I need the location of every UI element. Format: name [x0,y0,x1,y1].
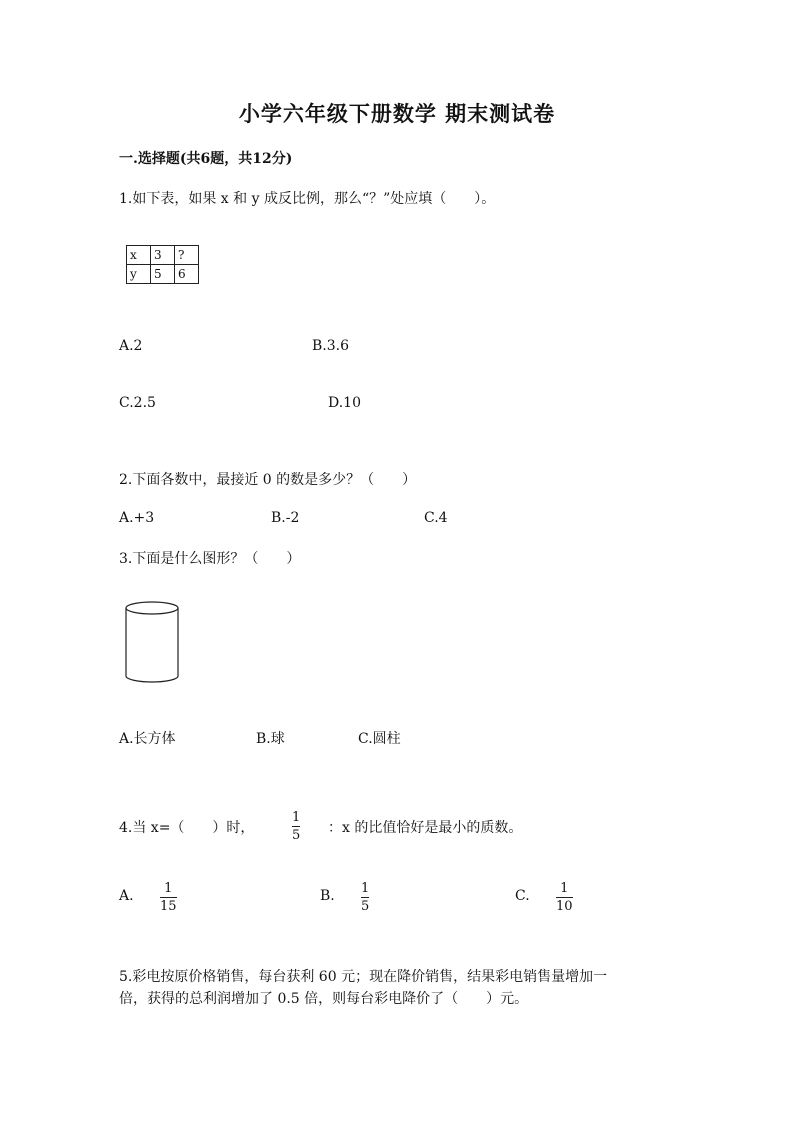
option-a: A.长方体 [119,731,176,747]
option-a-fraction [160,881,177,914]
table-row [127,246,199,265]
question-5-line-2: 倍，获得的总利润增加了 0.5 倍，则每台彩电降价了（ ）元。 [119,991,529,1007]
option-c: C.4 [424,510,448,526]
fraction-numerator: 1 [164,881,173,896]
option-b: B.球 [256,731,285,747]
option-a: A.+3 [119,510,155,526]
fraction-bar [292,826,300,827]
option-a: A.2 [119,338,143,354]
section-heading: 一.选择题(共6题，共12分) [119,151,293,167]
option-c-label: C. [515,888,530,904]
table-cell: y [127,265,151,284]
option-c-fraction [556,881,573,914]
option-c: C.圆柱 [358,731,401,747]
question-4-text-after: ：x 的比值恰好是最小的质数。 [328,820,523,836]
fraction-numerator: 1 [292,810,301,825]
table-row [127,265,199,284]
option-b: B.3.6 [312,338,350,354]
fraction-bar [361,897,369,898]
table-cell: 5 [151,265,175,284]
fraction-numerator: 1 [560,881,569,896]
page-title: 小学六年级下册数学 期末测试卷 [238,101,556,126]
question-4-fraction [292,810,300,843]
table-cell: ? [175,246,199,265]
fraction-denominator: 5 [361,899,370,914]
cylinder-figure [124,600,182,686]
option-b-label: B. [320,888,335,904]
table-cell: 6 [175,265,199,284]
table-cell: 3 [151,246,175,265]
fraction-denominator: 5 [292,828,301,843]
fraction-denominator: 15 [160,899,177,914]
question-5-line-1: 5.彩电按原价格销售，每台获利 60 元；现在降价销售，结果彩电销售量增加一 [119,969,608,985]
fraction-bar [556,897,573,898]
question-1-table [126,245,199,284]
question-4-text-before: 4.当 x=（ ）时， [119,820,255,836]
option-b: B.-2 [271,510,300,526]
question-2-text: 2.下面各数中，最接近 0 的数是多少？（ ） [119,472,417,488]
option-c: C.2.5 [119,395,156,411]
fraction-bar [160,897,177,898]
fraction-denominator: 10 [556,899,573,914]
question-1-text: 1.如下表，如果 x 和 y 成反比例，那么“？”处应填（ ）。 [119,191,496,207]
fraction-numerator: 1 [361,881,370,896]
table-cell: x [127,246,151,265]
question-3-text: 3.下面是什么图形？（ ） [119,551,301,567]
option-d: D.10 [328,395,361,411]
option-b-fraction [361,881,369,914]
option-a-label: A. [119,888,134,904]
